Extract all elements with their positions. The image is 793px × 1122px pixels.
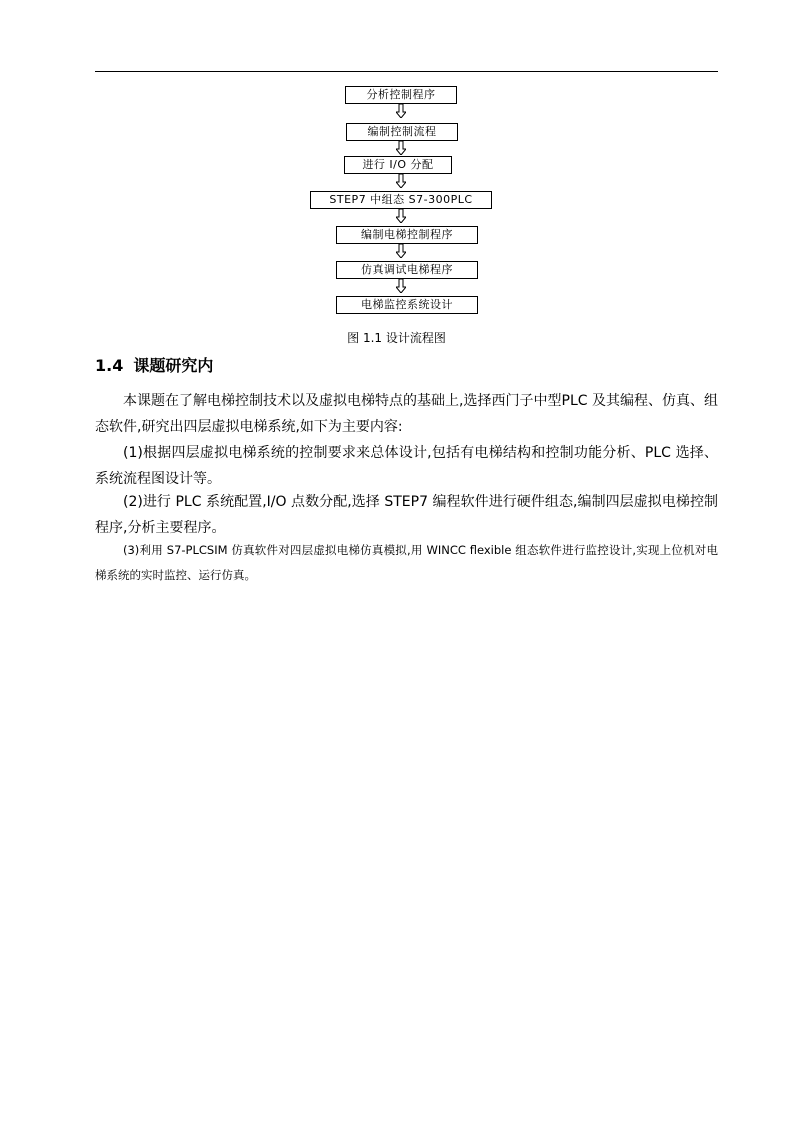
design-flowchart bbox=[0, 0, 793, 330]
content-item-2: (2)进行 PLC 系统配置,I/O 点数分配,选择 STEP7 编程软件进行硬件组态,编制四层虚拟电梯控制程序,分析主要程序。 bbox=[95, 494, 718, 536]
flow-step-compile-flow: 编制控制流程 bbox=[346, 123, 458, 141]
down-arrow-icon bbox=[396, 141, 406, 155]
content-item-3: (3)利用 S7-PLCSIM 仿真软件对四层虚拟电梯仿真模拟,用 WINCC flexible 组态软件进行监控设计,实现上位机对电梯系统的实时监控、运行仿真。 bbox=[95, 543, 718, 582]
down-arrow-icon bbox=[396, 244, 406, 258]
down-arrow-icon bbox=[396, 174, 406, 188]
down-arrow-icon bbox=[396, 209, 406, 223]
section-number: 1.4 bbox=[95, 356, 124, 375]
section-heading bbox=[95, 356, 213, 376]
flow-step-step7-config: STEP7 中组态 S7-300PLC bbox=[310, 191, 492, 209]
section-title-text: 课题研究内 bbox=[133, 356, 214, 375]
flow-step-io-allocation: 进行 I/O 分配 bbox=[344, 156, 452, 174]
flow-step-simulation-debug: 仿真调试电梯程序 bbox=[336, 261, 478, 279]
intro-paragraph: 本课题在了解电梯控制技术以及虚拟电梯特点的基础上,选择西门子中型PLC 及其编程、仿真、组态软件,研究出四层虚拟电梯系统,如下为主要内容: bbox=[95, 393, 718, 435]
flow-step-monitoring-design: 电梯监控系统设计 bbox=[336, 296, 478, 314]
flow-step-elevator-program: 编制电梯控制程序 bbox=[336, 226, 478, 244]
figure-caption: 图 1.1 设计流程图 bbox=[347, 331, 446, 345]
down-arrow-icon bbox=[396, 279, 406, 293]
flow-step-analyze: 分析控制程序 bbox=[345, 86, 457, 104]
content-item-1: (1)根据四层虚拟电梯系统的控制要求来总体设计,包括有电梯结构和控制功能分析、PLC 选择、系统流程图设计等。 bbox=[95, 445, 718, 487]
down-arrow-icon bbox=[396, 104, 406, 118]
